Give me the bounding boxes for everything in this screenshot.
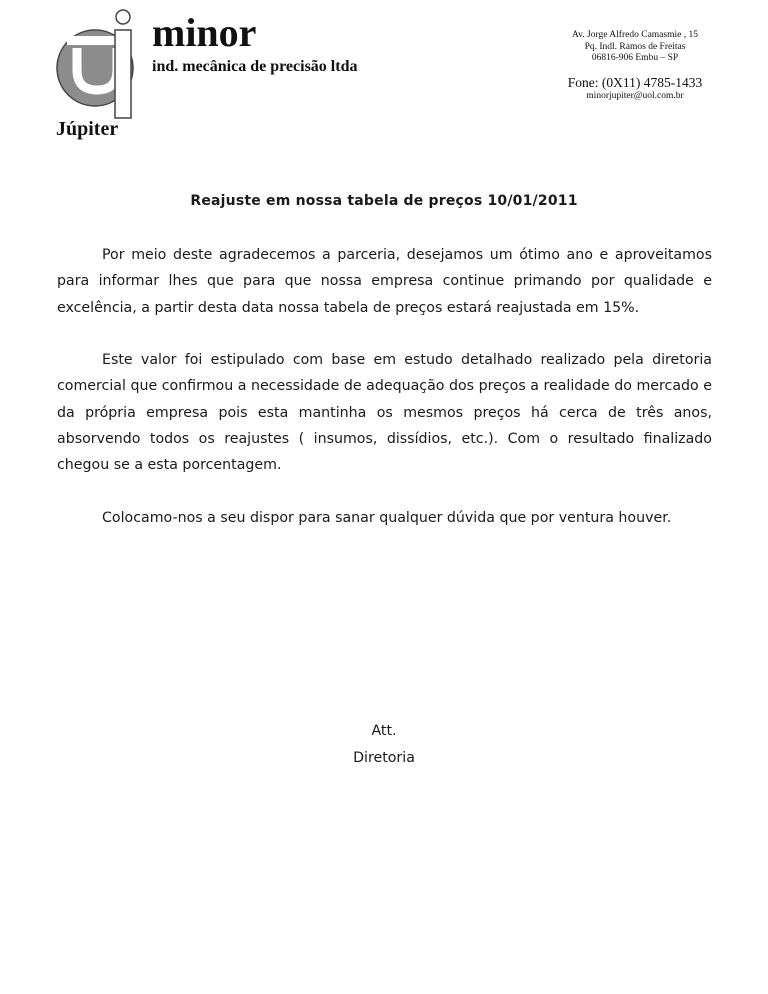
- letter-body: [57, 242, 712, 558]
- company-logo: [55, 8, 145, 120]
- body-paragraph-2: Este valor foi estipulado com base em estudo detalhado realizado pela diretoria comercial que confirmou a necessidade de adequação dos preços a realidade do mercado e da própria empresa pois esta mantinha os mesmos preços há cerca de três anos, absorvendo todos os reajustes ( insumos, dissídios, etc.). Com o resultado finalizado chegou se a esta porcentagem.: [57, 352, 712, 474]
- address-line-2: Pq. Indl. Ramos de Freitas: [584, 41, 686, 52]
- brand-name: minor: [152, 10, 257, 55]
- email-address: minorjupiter@uol.com.br: [586, 90, 684, 101]
- signatory: Diretoria: [353, 750, 415, 766]
- body-paragraph-1: Por meio deste agradecemos a parceria, desejamos um ótimo ano e aproveitamos para informar lhes que para que nossa empresa continue primando por qualidade e excelência, a partir desta data nossa tabela de preços estará reajustada em 15%.: [57, 247, 712, 316]
- company-name: Júpiter: [56, 118, 119, 140]
- address-line-3: 06816-906 Embu – SP: [591, 53, 679, 63]
- contact-block: [535, 30, 735, 102]
- address-line-1: Av. Jorge Alfredo Camasmie , 15: [572, 30, 698, 40]
- signature-block: [0, 718, 768, 772]
- document-title: Reajuste em nossa tabela de preços 10/01/2011: [190, 193, 578, 209]
- jupiter-logo-icon: [55, 8, 145, 120]
- body-paragraph-3: Colocamo-nos a seu dispor para sanar qualquer dúvida que por ventura houver.: [102, 509, 672, 526]
- closing-text: Att.: [371, 723, 397, 739]
- phone-number: Fone: (0X11) 4785-1433: [567, 74, 703, 90]
- brand-subtitle: ind. mecânica de precisão ltda: [152, 58, 358, 75]
